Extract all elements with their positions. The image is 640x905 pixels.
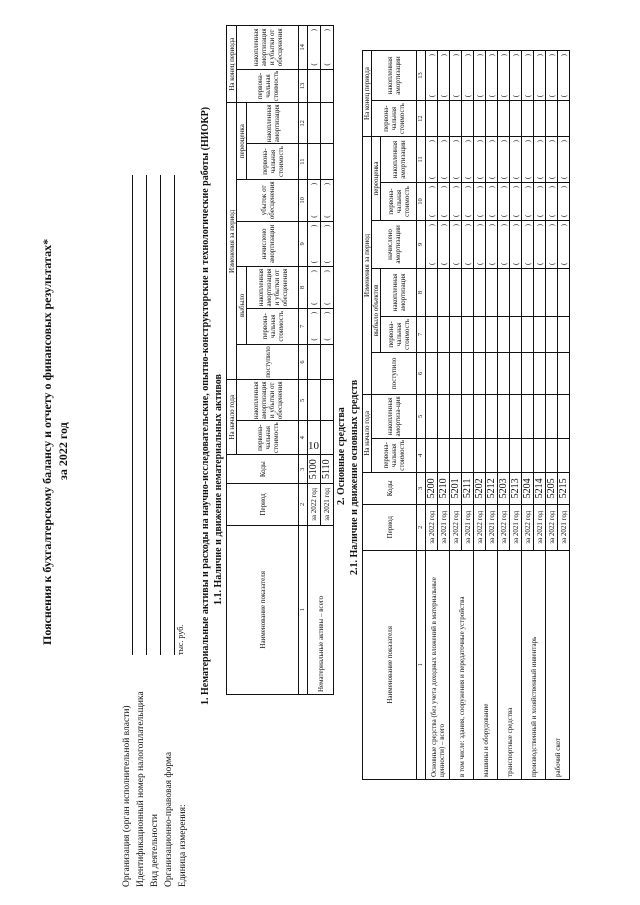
data-cell: [426, 394, 438, 438]
col-number: 5: [299, 380, 308, 421]
row-code: 5213: [510, 472, 522, 504]
header-reval-accum: накопленная амортизация: [247, 103, 299, 144]
col-number: 11: [417, 137, 426, 183]
data-cell: ( ): [498, 220, 510, 268]
data-cell: ( ): [462, 183, 474, 221]
data-cell: [510, 394, 522, 438]
data-cell: ( ): [498, 51, 510, 101]
data-cell: [498, 101, 510, 137]
header-disposed: выбыло: [237, 267, 247, 345]
row-period: за 2021 год: [462, 504, 474, 550]
col-number: 13: [299, 69, 308, 103]
row-name: транспортные средства: [498, 550, 522, 779]
row-code: 5110: [321, 455, 334, 484]
col-number: 14: [299, 26, 308, 70]
header-amort-charged: начислено амортизации: [237, 221, 299, 266]
org-field-inn: Идентификационный номер налогоплательщика: [136, 691, 146, 887]
row-period: за 2021 год: [510, 504, 522, 550]
data-cell: ( ): [486, 220, 498, 268]
col-number: 3: [417, 472, 426, 504]
header-end: На конец периода: [227, 26, 237, 103]
row-code: 5202: [474, 472, 486, 504]
header-disp-accum: накопленная амортизация: [381, 268, 417, 316]
col-number: 11: [299, 144, 308, 180]
section1-title: 1. Нематериальные активы и расходы на научно-исследовательские, опытно-конструкторские и технологические работы (НИОКР): [200, 106, 211, 705]
header-initial-cost: первона-чальная стоимость: [237, 421, 299, 455]
header-amort-charged: начислено амортизации: [372, 220, 417, 268]
data-cell: [522, 268, 534, 316]
header-revaluation: переоценка: [372, 137, 381, 221]
data-cell: ( ): [438, 137, 450, 183]
data-cell: ( ): [558, 51, 570, 101]
data-cell: ( ): [450, 137, 462, 183]
data-cell: ( ): [546, 51, 558, 101]
data-cell: ( ): [546, 220, 558, 268]
data-cell: [426, 268, 438, 316]
data-cell: [534, 352, 546, 394]
data-cell: ( ): [474, 183, 486, 221]
data-cell: [522, 101, 534, 137]
data-cell: [558, 316, 570, 352]
table-row: Нематериальные активы – всего за 2022 год 5100 ( ) ( ) ( ) ( ) ( ): [308, 26, 321, 695]
col-number: 8: [299, 267, 308, 309]
data-cell: ( ): [534, 220, 546, 268]
header-disp-initial-cost: первона-чальная стоимость: [381, 316, 417, 352]
section2-title: 2. Основные средства: [336, 407, 347, 505]
data-cell: ( ): [486, 183, 498, 221]
unit-value: тыс. руб.: [176, 624, 185, 655]
data-cell: [510, 316, 522, 352]
col-number: 8: [417, 268, 426, 316]
row-name: производственный и хозяйственный инвентарь: [522, 550, 546, 779]
row-period: за 2022 год: [308, 484, 321, 525]
page-subtitle: за 2022 год: [56, 422, 70, 480]
data-cell: [462, 316, 474, 352]
col-number: 10: [417, 183, 426, 221]
row-name: Основные средства (без учета доходных вложений в материальные ценности) – всего: [426, 550, 450, 779]
row-code: 5205: [546, 472, 558, 504]
header-impair-loss: убыток от обесценения: [237, 179, 299, 221]
data-cell: [462, 101, 474, 137]
data-cell: ( ): [426, 220, 438, 268]
data-cell: [474, 352, 486, 394]
data-cell: ( ): [474, 220, 486, 268]
data-cell: [474, 101, 486, 137]
data-cell: ( ): [534, 183, 546, 221]
data-cell: [438, 316, 450, 352]
data-cell: [462, 352, 474, 394]
header-revaluation: переоценка: [237, 103, 247, 180]
data-cell: [450, 352, 462, 394]
col-number: 9: [417, 220, 426, 268]
data-cell: [522, 352, 534, 394]
row-code: 5210: [438, 472, 450, 504]
header-changes: Изменения за период: [363, 137, 372, 395]
col-number: 3: [299, 455, 308, 484]
data-cell: ( ): [426, 51, 438, 101]
data-cell: [486, 101, 498, 137]
col-number: 9: [299, 221, 308, 266]
row-code: 5200: [426, 472, 438, 504]
row-name: машины и оборудование: [474, 550, 498, 779]
org-line-2: [146, 175, 147, 655]
header-period: Период: [363, 504, 417, 550]
table-row: [522, 51, 534, 780]
table-row: [450, 51, 462, 780]
data-cell: ( ): [462, 137, 474, 183]
data-cell: ( ): [510, 220, 522, 268]
header-start: На начало года: [363, 394, 372, 472]
org-field-activity: Вид деятельности: [150, 813, 160, 887]
intangibles-table: [226, 25, 334, 695]
data-cell: [486, 352, 498, 394]
data-cell: ( ): [558, 220, 570, 268]
data-cell: [498, 316, 510, 352]
data-cell: [474, 438, 486, 472]
data-cell: ( ): [510, 137, 522, 183]
data-cell: [510, 352, 522, 394]
table-row: [426, 51, 438, 780]
data-cell: [474, 394, 486, 438]
col-number: 4: [417, 438, 426, 472]
data-cell: [426, 352, 438, 394]
data-cell: [534, 394, 546, 438]
data-cell: [522, 316, 534, 352]
col-number: 10: [299, 179, 308, 221]
col-number: 12: [417, 101, 426, 137]
data-cell: [510, 438, 522, 472]
data-cell: ( ): [438, 183, 450, 221]
header-disp-accum: накопленная амортизация и убытки от обесценения: [247, 267, 299, 309]
data-cell: [510, 268, 522, 316]
row-code: 5214: [534, 472, 546, 504]
table-row: [474, 51, 486, 780]
data-cell: ( ): [486, 51, 498, 101]
row-name: рабочий скот: [546, 550, 570, 779]
col-number: 13: [417, 51, 426, 101]
data-cell: [546, 394, 558, 438]
data-cell: [558, 438, 570, 472]
header-end-accum: накопленная амортизация и убытки от обесценения: [237, 26, 299, 70]
row-name: в том числе: здания, сооружения и передаточные устройства: [450, 550, 474, 779]
row-code: 5203: [498, 472, 510, 504]
data-cell: ( ): [438, 220, 450, 268]
data-cell: [486, 394, 498, 438]
header-initial-cost: первона-чальная стоимость: [372, 438, 417, 472]
data-cell: ( ): [498, 137, 510, 183]
section2-subtitle: 2.1. Наличие и движение основных средств: [349, 379, 360, 575]
row-code: 5212: [486, 472, 498, 504]
col-number: 5: [417, 394, 426, 438]
org-line-1: [132, 175, 133, 655]
header-reval-accum: накопленная амортизации: [381, 137, 417, 183]
data-cell: ( ): [486, 137, 498, 183]
row-period: за 2021 год: [486, 504, 498, 550]
section1-subtitle: 1.1. Наличие и движение нематериальных активов: [213, 374, 224, 605]
col-number: 6: [417, 352, 426, 394]
data-cell: [534, 101, 546, 137]
data-cell: [450, 394, 462, 438]
data-cell: ( ): [546, 137, 558, 183]
data-cell: [486, 438, 498, 472]
data-cell: ( ): [426, 183, 438, 221]
row-code: 5215: [558, 472, 570, 504]
data-cell: [450, 101, 462, 137]
org-field-organization: Организация (орган исполнительной власти): [122, 705, 132, 887]
header-codes: Коды: [363, 472, 417, 504]
header-changes: Изменения за период: [227, 103, 237, 380]
data-cell: ( ): [450, 220, 462, 268]
row-period: за 2021 год: [438, 504, 450, 550]
row-period: за 2022 год: [450, 504, 462, 550]
data-cell: [558, 101, 570, 137]
header-name: Наименование показателя: [227, 525, 299, 694]
data-cell: [438, 438, 450, 472]
data-cell: ( ): [534, 51, 546, 101]
col-number: 7: [299, 308, 308, 344]
header-end-accum: накопленная амортизации: [372, 51, 417, 101]
data-cell: ( ): [522, 51, 534, 101]
data-cell: [534, 438, 546, 472]
row-period: за 2022 год: [474, 504, 486, 550]
data-cell: [438, 352, 450, 394]
data-cell: [558, 352, 570, 394]
data-cell: [438, 394, 450, 438]
col-number: 2: [299, 484, 308, 525]
header-name: Наименование показателя: [363, 550, 417, 779]
header-period: Период: [227, 484, 299, 525]
page-number: 10: [308, 440, 319, 452]
col-number: 6: [299, 344, 308, 380]
data-cell: [438, 268, 450, 316]
org-fields: [120, 691, 190, 887]
page-title: Пояснения к бухгалтерскому балансу и отчету о финансовых результатах*: [40, 238, 54, 645]
data-cell: [510, 101, 522, 137]
data-cell: ( ): [534, 137, 546, 183]
table-row: [498, 51, 510, 780]
data-cell: ( ): [522, 183, 534, 221]
col-number: 2: [417, 504, 426, 550]
row-name: Нематериальные активы – всего: [308, 525, 334, 694]
row-period: за 2021 год: [321, 484, 334, 525]
header-end-initial-cost: первона-чальная стоимость: [372, 101, 417, 137]
data-cell: [498, 438, 510, 472]
data-cell: ( ): [474, 137, 486, 183]
data-cell: [522, 394, 534, 438]
fixed-assets-table: [362, 50, 570, 780]
header-reval-initial-cost: первона-чальная стоимость: [381, 183, 417, 221]
data-cell: [486, 316, 498, 352]
row-period: за 2021 год: [534, 504, 546, 550]
data-cell: ( ): [546, 183, 558, 221]
data-cell: [450, 268, 462, 316]
row-period: за 2022 год: [426, 504, 438, 550]
data-cell: ( ): [510, 51, 522, 101]
data-cell: [558, 268, 570, 316]
org-field-unit: Единица измерения:: [178, 804, 188, 887]
header-received: поступило: [372, 352, 417, 394]
data-cell: ( ): [450, 51, 462, 101]
header-end: На конец периода: [363, 51, 372, 137]
header-accum-amort: накопленная амортиза-ция: [372, 394, 417, 438]
table-row: [546, 51, 558, 780]
header-end-initial-cost: первона-чальная стоимость: [237, 69, 299, 103]
data-cell: [534, 268, 546, 316]
data-cell: [546, 268, 558, 316]
data-cell: [498, 394, 510, 438]
row-period: за 2022 год: [498, 504, 510, 550]
header-disp-initial-cost: первона-чальная стоимость: [247, 308, 299, 344]
data-cell: ( ): [450, 183, 462, 221]
data-cell: ( ): [522, 220, 534, 268]
data-cell: [486, 268, 498, 316]
col-number: 1: [299, 525, 308, 694]
data-cell: ( ): [498, 183, 510, 221]
header-reval-initial-cost: первона-чальная стоимость: [247, 144, 299, 180]
header-disposed: выбыло объектов: [372, 268, 381, 352]
header-start: На начало года: [227, 380, 237, 455]
row-period: за 2022 год: [522, 504, 534, 550]
row-code: 5100: [308, 455, 321, 484]
data-cell: [546, 438, 558, 472]
data-cell: ( ): [522, 137, 534, 183]
data-cell: ( ): [462, 51, 474, 101]
header-codes: Коды: [227, 455, 299, 484]
data-cell: [474, 316, 486, 352]
data-cell: [546, 316, 558, 352]
data-cell: [558, 394, 570, 438]
data-cell: [426, 101, 438, 137]
row-period: за 2022 год: [546, 504, 558, 550]
row-code: 5204: [522, 472, 534, 504]
row-code: 5201: [450, 472, 462, 504]
data-cell: [450, 316, 462, 352]
data-cell: ( ): [558, 137, 570, 183]
data-cell: [462, 268, 474, 316]
data-cell: [546, 352, 558, 394]
row-code: 5211: [462, 472, 474, 504]
table-row: за 2021 год 5110 ( ) ( ) ( ) ( ) ( ): [321, 26, 334, 695]
col-number: 1: [417, 550, 426, 779]
row-period: за 2021 год: [558, 504, 570, 550]
header-accum-amort-impair: накопленная амортизация и убытки от обесценения: [237, 380, 299, 421]
data-cell: [438, 101, 450, 137]
data-cell: ( ): [510, 183, 522, 221]
data-cell: [498, 352, 510, 394]
data-cell: [534, 316, 546, 352]
org-field-legal-form: Организационно-правовая форма: [164, 751, 174, 887]
col-number: 12: [299, 103, 308, 144]
data-cell: [546, 101, 558, 137]
data-cell: [426, 316, 438, 352]
data-cell: [474, 268, 486, 316]
org-line-3: [160, 175, 161, 655]
data-cell: ( ): [426, 137, 438, 183]
data-cell: ( ): [558, 183, 570, 221]
header-received: поступило: [237, 344, 299, 380]
col-number: 4: [299, 421, 308, 455]
data-cell: [522, 438, 534, 472]
data-cell: [450, 438, 462, 472]
data-cell: [498, 268, 510, 316]
data-cell: ( ): [438, 51, 450, 101]
data-cell: [462, 394, 474, 438]
data-cell: ( ): [462, 220, 474, 268]
data-cell: ( ): [474, 51, 486, 101]
col-number: 7: [417, 316, 426, 352]
data-cell: [462, 438, 474, 472]
data-cell: [426, 438, 438, 472]
org-line-4: [174, 175, 175, 655]
